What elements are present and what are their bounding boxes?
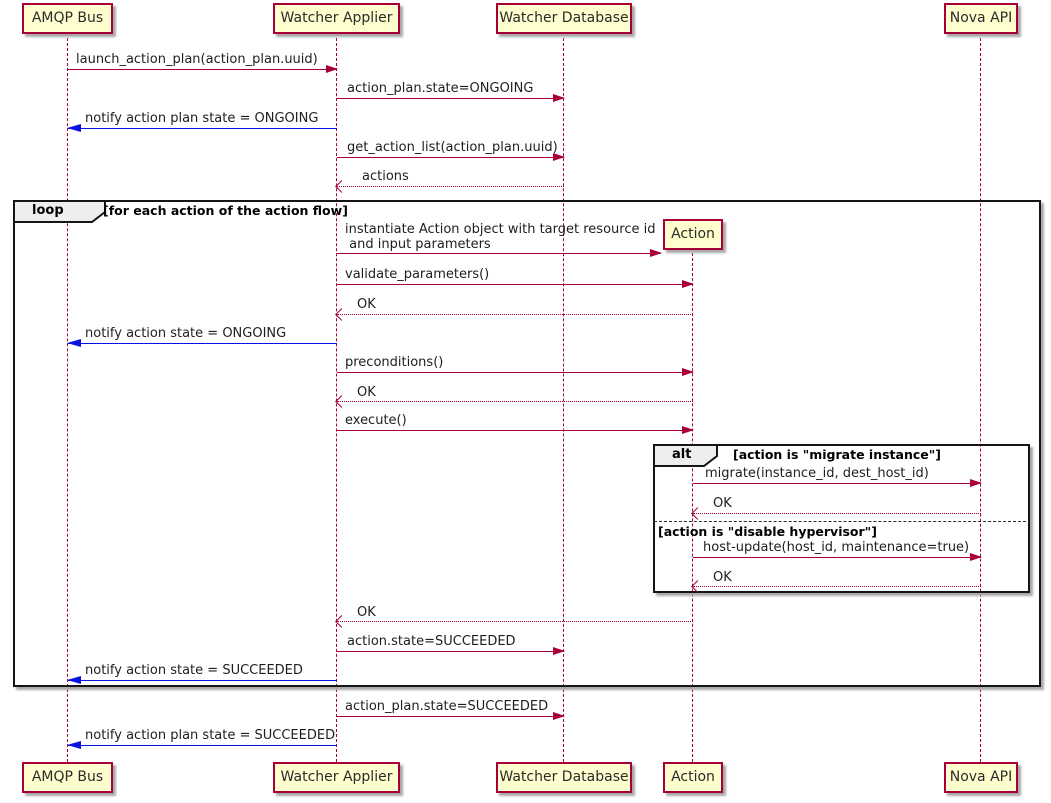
participant-watcher-applier-top: Watcher Applier [273,3,400,34]
alt-frame-keyword: alt [672,447,692,462]
message-label: notify action plan state = SUCCEEDED [85,728,336,743]
arrowhead-left [335,181,348,194]
participant-watcher-database-top: Watcher Database [496,3,632,34]
arrowhead-left [67,741,81,749]
message-label: host-update(host_id, maintenance=true) [703,540,970,555]
arrowhead-left [67,676,81,684]
message-arrow [693,483,981,484]
arrowhead-right [553,153,565,161]
arrowhead-left [67,124,81,132]
arrowhead-right [553,94,565,102]
arrowhead-right [650,249,662,257]
alt-condition-disable: [action is "disable hypervisor"] [658,524,877,539]
arrowhead-right [970,553,982,561]
participant-action-created: Action [663,219,723,250]
message-arrow [337,284,693,285]
loop-frame-keyword: loop [32,203,64,218]
participant-action-bottom: Action [663,762,723,793]
create-arrow [337,253,661,254]
notify-arrow [68,680,337,681]
message-label: execute() [345,413,407,428]
message-arrow [337,157,564,158]
return-arrow [337,621,693,622]
participant-nova-api-bottom: Nova API [944,762,1018,793]
message-label: action_plan.state=SUCCEEDED [345,699,549,714]
message-label: actions [362,169,409,184]
notify-arrow [68,343,337,344]
loop-frame-condition: [for each action of the action flow] [103,203,348,218]
arrowhead-left [67,339,81,347]
alt-divider [654,521,1026,522]
message-label: OK [357,605,376,620]
message-label: notify action state = SUCCEEDED [85,663,303,678]
participant-watcher-applier-bottom: Watcher Applier [273,762,400,793]
return-arrow [337,401,693,402]
participant-nova-api-top: Nova API [944,3,1018,34]
message-label: preconditions() [345,355,444,370]
message-arrow [337,716,564,717]
message-label: action_plan.state=ONGOING [347,81,534,96]
message-arrow [68,69,337,70]
message-label: get_action_list(action_plan.uuid) [347,140,558,155]
arrowhead-right [553,647,565,655]
participant-amqp-bus-top: AMQP Bus [22,3,113,34]
message-label: action.state=SUCCEEDED [347,634,516,649]
message-arrow [693,557,981,558]
arrowhead-right [682,368,694,376]
return-arrow [693,586,981,587]
message-label: notify action plan state = ONGOING [85,111,319,126]
message-label: validate_parameters() [345,267,490,282]
arrowhead-right [682,280,694,288]
return-arrow [337,314,693,315]
message-label: notify action state = ONGOING [85,326,287,341]
message-label: OK [713,496,732,511]
arrowhead-right [553,712,565,720]
message-label: and input parameters [345,237,491,252]
message-label: instantiate Action object with target resource id [345,222,656,237]
message-arrow [337,372,693,373]
return-arrow [337,186,564,187]
message-label: OK [713,570,732,585]
message-label: OK [357,385,376,400]
arrowhead-right [326,65,338,73]
message-label: OK [357,297,376,312]
alt-condition-migrate: [action is "migrate instance"] [733,447,941,462]
notify-arrow [68,745,337,746]
arrowhead-right [970,479,982,487]
arrowhead-right [682,426,694,434]
message-label: launch_action_plan(action_plan.uuid) [76,52,318,67]
return-arrow [693,513,981,514]
notify-arrow [68,128,337,129]
participant-amqp-bus-bottom: AMQP Bus [22,762,113,793]
message-arrow [337,430,693,431]
message-arrow [337,651,564,652]
message-arrow [337,98,564,99]
message-label: migrate(instance_id, dest_host_id) [705,466,929,481]
participant-watcher-database-bottom: Watcher Database [496,762,632,793]
